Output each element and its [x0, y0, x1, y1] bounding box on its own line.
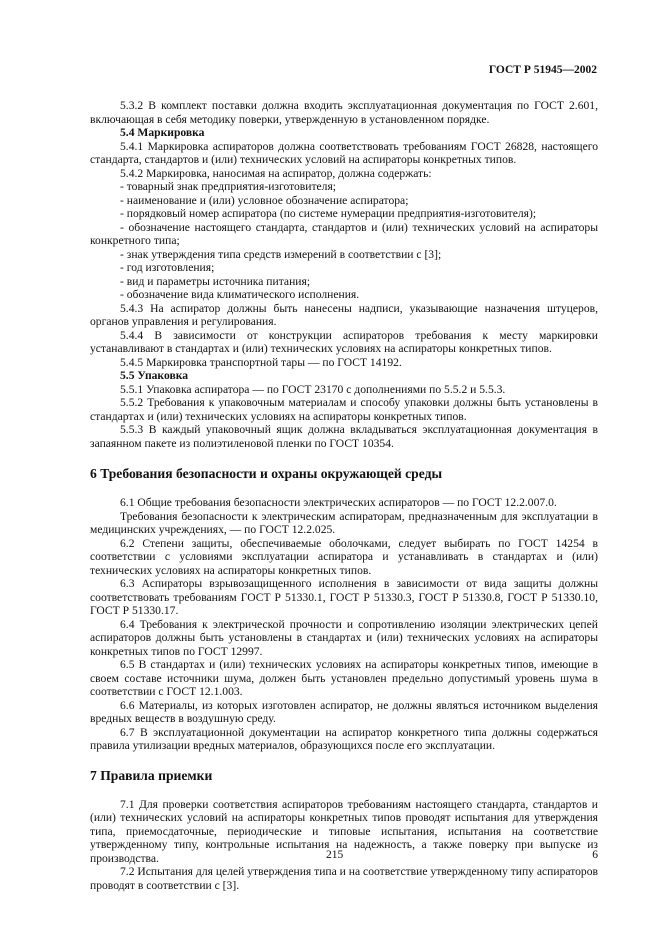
paragraph: 5.4.3 На аспиратор должны быть нанесены надписи, указывающие назначения штуцеров, органов управления и регулирования. [90, 301, 598, 328]
subsection-heading: 5.4 Маркировка [120, 126, 205, 139]
paragraph: 7.2 Испытания для целей утверждения типа и на соответствие утвержденному типу аспираторов проводят в соответствии с [3]. [90, 865, 598, 892]
paragraph: 7.1 Для проверки соответствия аспираторов требованиям настоящего стандарта, стандартов и (или) технических условий на аспираторы конкретных типов проводят испытания для утверждения типа, приемосдаточные, периодические и типовые испытания, испытания на соответствие утвержденному типу, контрольные испытания на надежность, а также поверку при выпуске из производства. [90, 797, 598, 865]
section-7-heading: 7 Правила приемки [90, 767, 213, 783]
paragraph: 5.3.2 В комплект поставки должна входить эксплуатационная документация по ГОСТ 2.601, включающая в себя методику поверки, утвержденную в установленном порядке. [90, 99, 598, 126]
paragraph: 6.2 Степени защиты, обеспечиваемые оболочками, следует выбирать по ГОСТ 14254 в соответствии с условиями эксплуатации аспиратора и устанавливать в стандартах и (или) технических условиях на аспираторы конкретных типов. [90, 536, 598, 577]
paragraph: 5.4.2 Маркировка, наносимая на аспиратор, должна содержать: [120, 166, 432, 180]
paragraph: 5.4.5 Маркировка транспортной тары — по ГОСТ 14192. [120, 355, 402, 369]
paragraph: 5.5.1 Упаковка аспиратора — по ГОСТ 23170 с дополнениями по 5.5.2 и 5.5.3. [120, 382, 506, 396]
list-item: - наименование и (или) условное обозначение аспиратора; [120, 193, 409, 207]
list-item: - товарный знак предприятия-изготовителя; [120, 180, 337, 193]
paragraph: 5.5.2 Требования к упаковочным материалам и способу упаковки должны быть установлены в стандартах и (или) технических условиях на аспираторы конкретных типов. [90, 396, 598, 423]
paragraph: 6.1 Общие требования безопасности электрических аспираторов — по ГОСТ 12.2.007.0. [120, 496, 557, 509]
paragraph: 6.4 Требования к электрической прочности и сопротивлению изоляции электрических цепей аспираторов должны быть установлены в стандартах и (или) технических условиях на аспираторы конкретных типов по ГОСТ 12997. [90, 617, 598, 658]
paragraph: Требования безопасности к электрическим аспираторам, предназначенным для эксплуатации в медицинских учреждениях, — по ГОСТ 12.2.025. [90, 509, 598, 536]
sheet-number: 6 [592, 849, 598, 861]
paragraph: 5.4.1 Маркировка аспираторов должна соответствовать требованиям ГОСТ 26828, настоящего стандарта, стандартов и (или) технических условий на аспираторы конкретных типов. [90, 139, 598, 166]
list-item: - порядковый номер аспиратора (по системе нумерации предприятия-изготовителя); [120, 207, 537, 220]
list-item: - год изготовления; [120, 261, 215, 274]
list-item: - знак утверждения типа средств измерений в соответствии с [3]; [120, 247, 442, 261]
section-6-heading: 6 Требования безопасности и охраны окружающей среды [90, 466, 443, 481]
subsection-heading: 5.5 Упаковка [120, 369, 189, 382]
paragraph: 5.4.4 В зависимости от конструкции аспираторов требования к месту маркировки устанавливают в стандартах и (или) технических условиях на аспираторы конкретных типов. [90, 328, 598, 355]
paragraph: 6.5 В стандартах и (или) технических условиях на аспираторы конкретных типов, имеющие в своем составе источники шума, должен быть установлен предельно допустимый уровень шума в соответствии с ГОСТ 12.1.003. [90, 658, 598, 698]
list-item: - обозначение настоящего стандарта, стандартов и (или) технических условий на аспираторы конкретного типа; [90, 220, 598, 247]
list-item: - вид и параметры источника питания; [120, 274, 311, 288]
paragraph: 6.7 В эксплуатационной документации на аспиратор конкретного типа должны содержаться правила утилизации вредных материалов, образующихся после его эксплуатации. [90, 725, 598, 752]
document-body [90, 99, 598, 892]
doc-code-header: ГОСТ Р 51945—2002 [488, 64, 597, 76]
paragraph: 6.6 Материалы, из которых изготовлен аспиратор, не должны являться источником выделения вредных веществ в воздушную среду. [90, 698, 598, 725]
list-item: - обозначение вида климатического исполнения. [120, 288, 360, 301]
page-number: 215 [326, 849, 344, 861]
paragraph: 5.5.3 В каждый упаковочный ящик должна вкладываться эксплуатационная документация в запаянном пакете из полиэтиленовой пленки по ГОСТ 10354. [90, 423, 598, 450]
paragraph: 6.3 Аспираторы взрывозащищенного исполнения в зависимости от вида защиты должны соответствовать требованиям ГОСТ Р 51330.1, ГОСТ Р 51330.3, ГОСТ Р 51330.8, ГОСТ Р 51330.10, ГОСТ Р 51330.17. [90, 577, 598, 617]
